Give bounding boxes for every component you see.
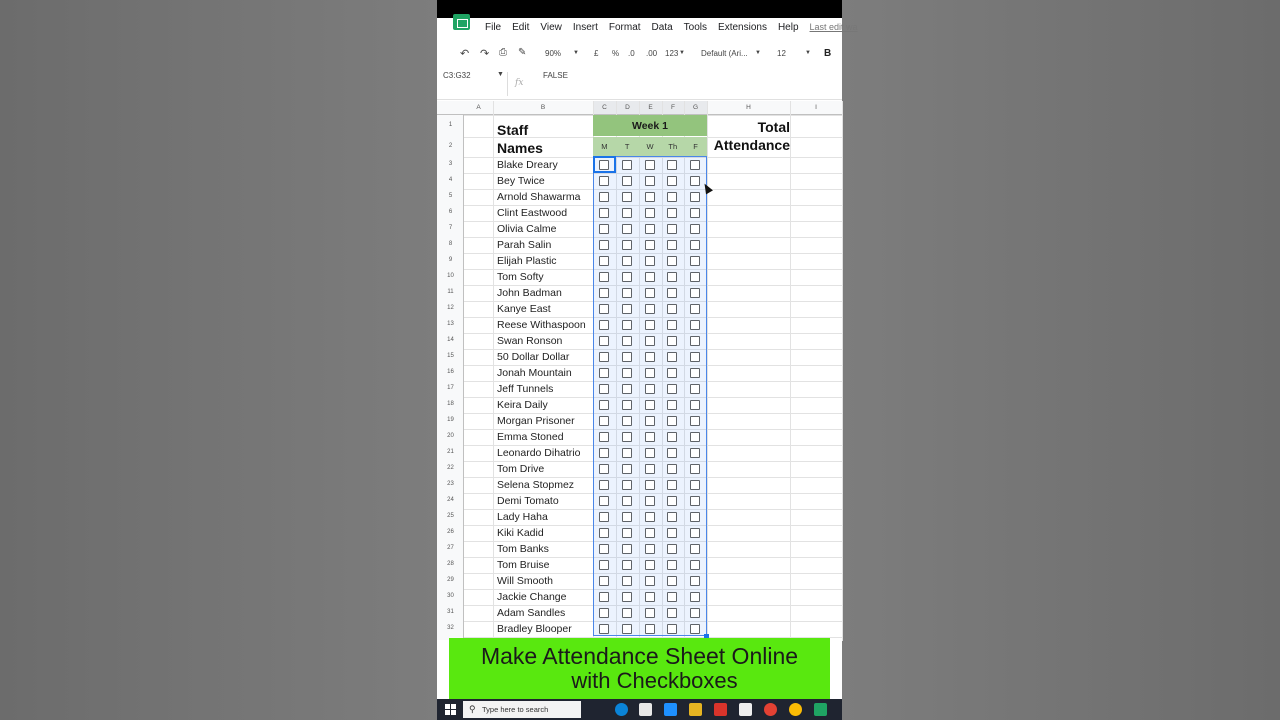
attendance-checkbox[interactable] [667,464,677,474]
attendance-checkbox[interactable] [599,496,609,506]
row-header[interactable]: 2 [448,143,453,149]
attendance-checkbox[interactable] [599,464,609,474]
attendance-checkbox[interactable] [645,384,655,394]
attendance-checkbox[interactable] [667,368,677,378]
menu-file[interactable]: File [485,22,502,33]
attendance-checkbox[interactable] [645,320,655,330]
attendance-checkbox[interactable] [599,400,609,410]
attendance-checkbox[interactable] [690,624,700,634]
sheets-taskbar-icon[interactable] [814,703,827,716]
staff-name-cell[interactable]: 50 Dollar Dollar [497,351,570,363]
attendance-checkbox[interactable] [622,272,632,282]
redo-icon[interactable]: ↷ [480,48,490,60]
attendance-checkbox[interactable] [622,352,632,362]
column-header-b[interactable]: B [540,104,546,111]
menu-format[interactable]: Format [608,22,641,33]
attendance-checkbox[interactable] [645,512,655,522]
formula-input[interactable]: FALSE [543,71,568,80]
attendance-checkbox[interactable] [622,320,632,330]
attendance-checkbox[interactable] [645,160,655,170]
attendance-checkbox[interactable] [622,432,632,442]
attendance-checkbox[interactable] [645,528,655,538]
attendance-checkbox[interactable] [622,512,632,522]
bold-button[interactable]: B [824,48,832,59]
chrome-icon[interactable] [764,703,777,716]
row-header[interactable]: 27 [447,545,454,551]
attendance-checkbox[interactable] [645,208,655,218]
attendance-checkbox[interactable] [667,528,677,538]
staff-name-cell[interactable]: Will Smooth [497,575,554,587]
attendance-checkbox[interactable] [599,336,609,346]
attendance-checkbox[interactable] [667,288,677,298]
attendance-checkbox[interactable] [667,224,677,234]
banner-line2: with Checkboxes [571,668,738,693]
attendance-checkbox[interactable] [645,400,655,410]
staff-name-cell[interactable]: Lady Haha [497,511,548,523]
staff-name-cell[interactable]: Reese Withaspoon [497,319,586,331]
zoom-select[interactable]: 90% [545,49,562,58]
staff-header-line2: Names [497,140,543,156]
staff-names-header[interactable] [497,121,543,157]
attendance-checkbox[interactable] [690,240,700,250]
menu-insert[interactable]: Insert [572,22,598,33]
row-header[interactable]: 23 [447,481,454,487]
paint-format-icon[interactable]: ✎ [518,47,527,58]
attendance-checkbox[interactable] [622,224,632,234]
attendance-checkbox[interactable] [599,480,609,490]
attendance-checkbox[interactable] [622,528,632,538]
staff-name-cell[interactable]: Kanye East [497,303,551,315]
attendance-checkbox[interactable] [599,176,609,186]
day-label: F [693,142,698,151]
attendance-checkbox[interactable] [690,512,700,522]
staff-name-cell[interactable]: Tom Bruise [497,559,550,571]
menu-bar [485,22,869,40]
attendance-checkbox[interactable] [622,592,632,602]
attendance-checkbox[interactable] [667,208,677,218]
attendance-checkbox[interactable] [645,560,655,570]
row-header[interactable]: 14 [447,337,454,343]
row-header[interactable]: 32 [447,625,454,631]
row-header[interactable]: 15 [447,353,454,359]
sheets-logo-icon[interactable] [453,14,470,30]
total-header-line2: Attendance [713,137,790,153]
search-icon: ⚲ [469,704,476,714]
formula-bar [437,68,842,100]
attendance-checkbox[interactable] [667,400,677,410]
attendance-checkbox[interactable] [645,368,655,378]
attendance-checkbox[interactable] [599,272,609,282]
attendance-checkbox[interactable] [645,576,655,586]
attendance-checkbox[interactable] [645,496,655,506]
attendance-checkbox[interactable] [690,528,700,538]
attendance-checkbox[interactable] [622,544,632,554]
attendance-checkbox[interactable] [690,160,700,170]
attendance-checkbox[interactable] [622,416,632,426]
attendance-checkbox[interactable] [645,352,655,362]
attendance-checkbox[interactable] [667,336,677,346]
status-bar [437,0,842,18]
attendance-checkbox[interactable] [599,416,609,426]
staff-name-cell[interactable]: Keira Daily [497,399,548,411]
attendance-checkbox[interactable] [667,560,677,570]
divider [507,72,508,96]
week-label: Week 1 [632,120,668,132]
staff-name-cell[interactable]: John Badman [497,287,562,299]
search-placeholder: Type here to search [482,705,549,714]
attendance-checkbox[interactable] [690,400,700,410]
attendance-checkbox[interactable] [667,176,677,186]
row-header[interactable]: 18 [447,401,454,407]
taskbar-search[interactable] [463,701,581,718]
undo-icon[interactable]: ↶ [460,48,470,60]
attendance-checkbox[interactable] [690,432,700,442]
attendance-checkbox[interactable] [622,400,632,410]
attendance-checkbox[interactable] [622,448,632,458]
row-header[interactable]: 28 [447,561,454,567]
day-label: W [646,142,654,151]
attendance-checkbox[interactable] [667,608,677,618]
attendance-checkbox[interactable] [599,240,609,250]
row-header[interactable]: 10 [447,273,454,279]
toolbar [437,44,842,64]
attendance-checkbox[interactable] [690,384,700,394]
attendance-checkbox[interactable] [690,288,700,298]
attendance-checkbox[interactable] [690,448,700,458]
attendance-checkbox[interactable] [599,208,609,218]
attendance-checkbox[interactable] [667,624,677,634]
attendance-checkbox[interactable] [622,480,632,490]
attendance-checkbox[interactable] [622,192,632,202]
staff-name-cell[interactable]: Tom Softy [497,271,544,283]
attendance-checkbox[interactable] [667,416,677,426]
column-header-e[interactable]: E [639,101,662,114]
attendance-checkbox[interactable] [645,432,655,442]
column-header-f[interactable]: F [662,101,684,114]
attendance-checkbox[interactable] [599,368,609,378]
attendance-checkbox[interactable] [690,336,700,346]
mail-icon[interactable] [664,703,677,716]
last-edit-link[interactable]: Last edit wa [809,22,858,32]
menu-extensions[interactable]: Extensions [718,22,767,33]
attendance-checkbox[interactable] [622,160,632,170]
attendance-checkbox[interactable] [690,560,700,570]
menu-view[interactable]: View [540,22,562,33]
attendance-checkbox[interactable] [599,528,609,538]
attendance-checkbox[interactable] [599,352,609,362]
attendance-checkbox[interactable] [599,576,609,586]
attendance-checkbox[interactable] [645,304,655,314]
attendance-checkbox[interactable] [599,592,609,602]
menu-edit[interactable]: Edit [512,22,530,33]
staff-name-cell[interactable]: Jeff Tunnels [497,383,554,395]
staff-name-cell[interactable]: Demi Tomato [497,495,559,507]
attendance-checkbox[interactable] [645,272,655,282]
attendance-checkbox[interactable] [645,624,655,634]
more-formats-button[interactable]: 123 [665,49,679,58]
staff-name-cell[interactable]: Elijah Plastic [497,255,557,267]
row-header[interactable]: 30 [447,593,454,599]
attendance-checkbox[interactable] [645,256,655,266]
attendance-checkbox[interactable] [667,352,677,362]
row-header[interactable]: 26 [447,529,454,535]
windows-start-icon[interactable] [445,704,456,715]
attendance-checkbox[interactable] [667,192,677,202]
attendance-checkbox[interactable] [622,608,632,618]
attendance-checkbox[interactable] [667,448,677,458]
attendance-checkbox[interactable] [622,336,632,346]
attendance-checkbox[interactable] [622,384,632,394]
attendance-checkbox[interactable] [667,384,677,394]
attendance-checkbox[interactable] [690,304,700,314]
chevron-down-icon: ▼ [755,50,761,56]
chrome-profile-icon[interactable] [789,703,802,716]
row-header[interactable]: 16 [447,369,454,375]
name-box[interactable]: C3:G32 [443,71,471,80]
staff-name-cell[interactable]: Emma Stoned [497,431,564,443]
attendance-checkbox[interactable] [622,288,632,298]
attendance-checkbox[interactable] [690,256,700,266]
row-header[interactable]: 13 [447,321,454,327]
attendance-checkbox[interactable] [667,544,677,554]
attendance-checkbox[interactable] [690,368,700,378]
staff-name-cell[interactable]: Adam Sandles [497,607,566,619]
attendance-checkbox[interactable] [599,288,609,298]
staff-name-cell[interactable]: Tom Drive [497,463,545,475]
attendance-checkbox[interactable] [667,320,677,330]
fx-icon: fx [515,78,524,88]
chevron-down-icon[interactable]: ▼ [497,71,504,78]
attendance-checkbox[interactable] [667,256,677,266]
attendance-checkbox[interactable] [690,592,700,602]
column-header-a[interactable]: A [476,104,481,111]
file-explorer-icon[interactable] [689,703,702,716]
attendance-checkbox[interactable] [667,592,677,602]
total-attendance-header[interactable] [710,118,790,154]
column-header-c[interactable]: C [593,101,616,114]
attendance-checkbox[interactable] [622,304,632,314]
row-headers [437,115,464,640]
row-header[interactable]: 3 [448,161,453,167]
attendance-checkbox[interactable] [599,256,609,266]
staff-name-cell[interactable]: Clint Eastwood [497,207,568,219]
day-label: M [601,142,608,151]
row-header[interactable]: 11 [447,289,454,295]
attendance-checkbox[interactable] [645,464,655,474]
attendance-checkbox[interactable] [645,224,655,234]
attendance-checkbox[interactable] [690,576,700,586]
calendar-icon[interactable] [639,703,652,716]
staff-name-cell[interactable]: Leonardo Dihatrio [497,447,581,459]
row-header[interactable]: 31 [447,609,454,615]
decrease-decimal-button[interactable]: .0 [628,49,635,58]
attendance-checkbox[interactable] [599,304,609,314]
attendance-checkbox[interactable] [690,608,700,618]
attendance-checkbox[interactable] [599,448,609,458]
currency-button[interactable]: £ [594,49,599,58]
attendance-checkbox[interactable] [690,464,700,474]
row-header[interactable]: 21 [447,449,454,455]
percent-button[interactable]: % [612,49,620,58]
attendance-checkbox[interactable] [645,288,655,298]
day-label: Th [668,142,678,151]
staff-name-cell[interactable]: Arnold Shawarma [497,191,581,203]
attendance-checkbox[interactable] [622,464,632,474]
title-banner [449,638,830,699]
attendance-checkbox[interactable] [599,560,609,570]
attendance-checkbox[interactable] [690,496,700,506]
attendance-checkbox[interactable] [667,432,677,442]
attendance-checkbox[interactable] [645,176,655,186]
staff-name-cell[interactable]: Olivia Calme [497,223,557,235]
attendance-checkbox[interactable] [667,304,677,314]
attendance-checkbox[interactable] [599,608,609,618]
attendance-checkbox[interactable] [690,272,700,282]
row-header[interactable]: 8 [448,241,453,247]
menu-help[interactable]: Help [777,22,799,33]
attendance-checkbox[interactable] [690,320,700,330]
attendance-checkbox[interactable] [667,272,677,282]
row-header[interactable]: 17 [447,385,454,391]
attendance-checkbox[interactable] [599,432,609,442]
attendance-checkbox[interactable] [622,368,632,378]
attendance-checkbox[interactable] [690,176,700,186]
staff-name-cell[interactable]: Blake Dreary [497,159,558,171]
row-header[interactable]: 19 [447,417,454,423]
attendance-checkbox[interactable] [667,480,677,490]
attendance-checkbox[interactable] [690,480,700,490]
staff-header-line1: Staff [497,122,529,138]
day-label: T [624,142,630,151]
row-header[interactable]: 29 [447,577,454,583]
attendance-checkbox[interactable] [667,496,677,506]
attendance-checkbox[interactable] [645,336,655,346]
attendance-checkbox[interactable] [622,560,632,570]
column-header-g[interactable]: G [684,101,707,114]
font-select[interactable]: Default (Ari... [701,49,748,58]
attendance-checkbox[interactable] [622,496,632,506]
attendance-checkbox[interactable] [645,544,655,554]
sheets-window [437,0,858,720]
row-header[interactable]: 9 [448,257,453,263]
attendance-checkbox[interactable] [645,240,655,250]
attendance-checkbox[interactable] [599,320,609,330]
attendance-checkbox[interactable] [622,176,632,186]
attendance-checkbox[interactable] [690,544,700,554]
staff-name-cell[interactable]: Jonah Mountain [497,367,572,379]
staff-name-cell[interactable]: Selena Stopmez [497,479,575,491]
menu-data[interactable]: Data [651,22,673,33]
capcut-icon[interactable] [739,703,752,716]
attendance-checkbox[interactable] [599,224,609,234]
attendance-checkbox[interactable] [599,624,609,634]
row-header[interactable]: 25 [447,513,454,519]
active-cell[interactable] [593,156,616,173]
menu-tools[interactable]: Tools [683,22,708,33]
row-header[interactable]: 24 [447,497,454,503]
staff-name-cell[interactable]: Bradley Blooper [497,623,572,635]
staff-name-cell[interactable]: Morgan Prisoner [497,415,575,427]
attendance-checkbox[interactable] [690,224,700,234]
attendance-checkbox[interactable] [645,448,655,458]
column-header-i[interactable]: I [815,104,817,111]
staff-name-cell[interactable]: Kiki Kadid [497,527,544,539]
attendance-checkbox[interactable] [622,576,632,586]
chevron-down-icon: ▼ [679,50,685,56]
attendance-checkbox[interactable] [690,416,700,426]
attendance-checkbox[interactable] [667,576,677,586]
acrobat-icon[interactable] [714,703,727,716]
row-header[interactable]: 4 [448,177,453,183]
video-background-left [0,0,437,720]
staff-name-cell[interactable]: Swan Ronson [497,335,563,347]
attendance-checkbox[interactable] [599,384,609,394]
attendance-checkbox[interactable] [645,480,655,490]
attendance-checkbox[interactable] [622,256,632,266]
attendance-checkbox[interactable] [667,512,677,522]
attendance-checkbox[interactable] [645,416,655,426]
row-header[interactable]: 1 [448,122,453,128]
attendance-checkbox[interactable] [622,208,632,218]
video-background-right [842,0,1280,720]
chevron-down-icon: ▼ [573,50,579,56]
staff-name-cell[interactable]: Tom Banks [497,543,549,555]
column-header-d[interactable]: D [616,101,639,114]
chevron-down-icon: ▼ [805,50,811,56]
attendance-checkbox[interactable] [599,192,609,202]
attendance-checkbox[interactable] [645,192,655,202]
staff-name-cell[interactable]: Jackie Change [497,591,567,603]
row-header[interactable]: 22 [447,465,454,471]
increase-decimal-button[interactable]: .00 [646,49,658,58]
taskbar [437,699,842,720]
attendance-checkbox[interactable] [622,240,632,250]
row-header[interactable]: 20 [447,433,454,439]
banner-line1: Make Attendance Sheet Online [480,643,799,669]
print-icon[interactable]: ⎙ [499,47,507,58]
attendance-checkbox[interactable] [690,192,700,202]
row-header[interactable]: 12 [447,305,454,311]
row-header[interactable]: 6 [448,209,453,215]
row-header[interactable]: 5 [448,193,453,199]
attendance-checkbox[interactable] [690,208,700,218]
edge-icon[interactable] [615,703,628,716]
attendance-checkbox[interactable] [645,592,655,602]
attendance-checkbox[interactable] [622,624,632,634]
column-header-h[interactable]: H [746,104,751,111]
attendance-checkbox[interactable] [599,512,609,522]
attendance-checkbox[interactable] [645,608,655,618]
row-header[interactable]: 7 [448,225,453,231]
total-header-line1: Total [757,119,790,135]
attendance-checkbox[interactable] [599,544,609,554]
attendance-checkbox[interactable] [690,352,700,362]
staff-name-cell[interactable]: Parah Salin [497,239,552,251]
attendance-checkbox[interactable] [667,240,677,250]
attendance-checkbox[interactable] [667,160,677,170]
staff-name-cell[interactable]: Bey Twice [497,175,545,187]
font-size-select[interactable]: 12 [777,49,786,58]
